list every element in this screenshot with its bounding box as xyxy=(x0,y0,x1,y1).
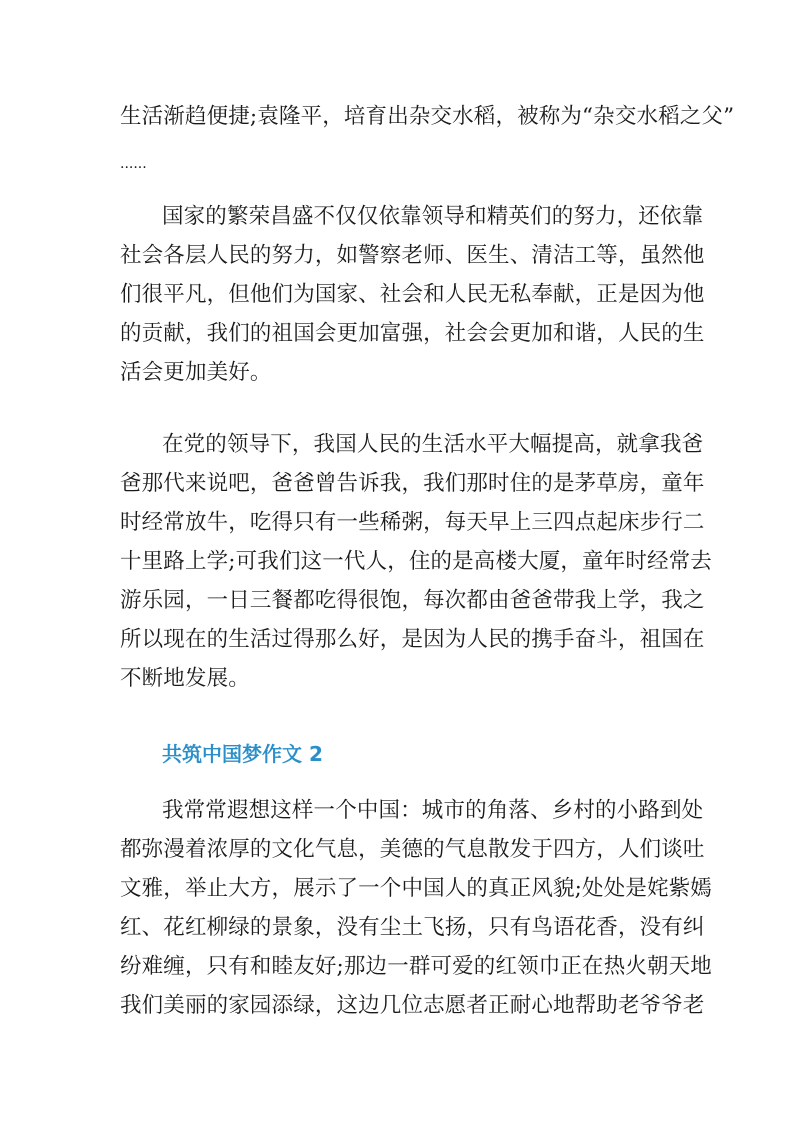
text-line: 活会更加美好。 xyxy=(120,360,272,385)
text-line: 纷难缠，只有和睦友好;那边一群可爱的红领巾正在热火朝天地 xyxy=(120,954,712,979)
text-line: 社会各层人民的努力，如警察老师、医生、清洁工等，虽然他 xyxy=(120,243,705,268)
text-line: 们很平凡，但他们为国家、社会和人民无私奉献，正是因为他 xyxy=(120,282,705,307)
text-line: 时经常放牛，吃得只有一些稀粥，每天早上三四点起床步行二 xyxy=(120,510,705,535)
text-line: 爸那代来说吧，爸爸曾告诉我，我们那时住的是茅草房，童年 xyxy=(120,471,705,496)
text-line: 都弥漫着浓厚的文化气息，美德的气息散发于四方，人们谈吐 xyxy=(120,837,705,862)
text-line: 生活渐趋便捷;袁隆平，培育出杂交水稻，被称为“杂交水稻之父” xyxy=(120,104,735,129)
text-line: 我常常遐想这样一个中国：城市的角落、乡村的小路到处 xyxy=(162,798,704,823)
text-line: 十里路上学;可我们这一代人，住的是高楼大厦，童年时经常去 xyxy=(120,549,712,574)
section-heading: 共筑中国梦作文 2 xyxy=(162,742,323,766)
text-line: 文雅，举止大方，展示了一个中国人的真正风貌;处处是姹紫嫣 xyxy=(120,876,712,901)
text-line: 在党的领导下，我国人民的生活水平大幅提高，就拿我爸 xyxy=(162,432,704,457)
text-line: 所以现在的生活过得那么好，是因为人民的携手奋斗，祖国在 xyxy=(120,627,705,652)
text-line: 红、花红柳绿的景象，没有尘土飞扬，只有鸟语花香，没有纠 xyxy=(120,915,705,940)
text-line: 国家的繁荣昌盛不仅仅依靠领导和精英们的努力，还依靠 xyxy=(162,204,704,229)
text-line: 不断地发展。 xyxy=(120,666,250,691)
text-line: 的贡献，我们的祖国会更加富强，社会会更加和谐，人民的生 xyxy=(120,321,705,346)
ellipsis-text: ...... xyxy=(120,156,147,172)
text-line: 游乐园，一日三餐都吃得很饱，每次都由爸爸带我上学，我之 xyxy=(120,588,705,613)
text-line: 我们美丽的家园添绿，这边几位志愿者正耐心地帮助老爷爷老 xyxy=(120,993,705,1018)
